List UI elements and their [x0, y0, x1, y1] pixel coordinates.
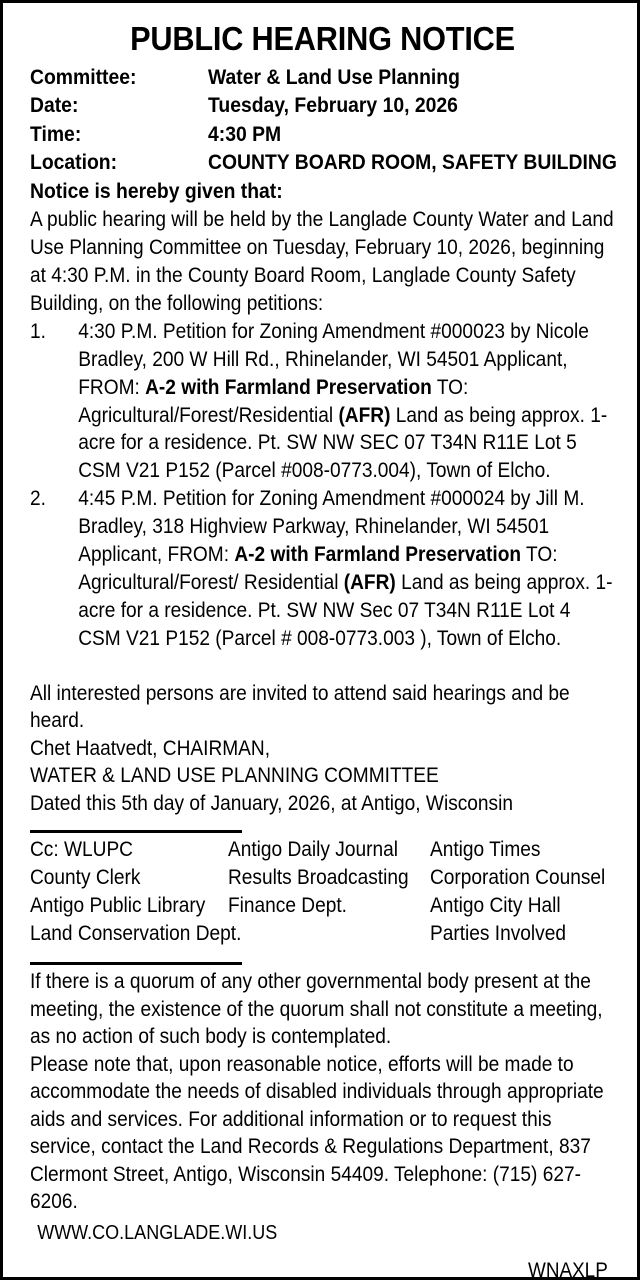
meta-value-time: 4:30 PM	[208, 121, 282, 146]
committee-line: WATER & LAND USE PLANNING COMMITTEE	[30, 764, 439, 788]
petition-text-mid: TO: Agricultural/Forest/Residential	[78, 375, 469, 427]
petition-text-mid: TO: Agricultural/Forest/ Residential	[78, 543, 558, 595]
meta-details	[30, 63, 615, 176]
distribution-cell: County Clerk	[30, 866, 141, 890]
petition-from-zone: A-2 with Farmland Preservation	[234, 543, 522, 567]
wnaxlp-code: WNAXLP	[527, 1259, 608, 1280]
petition-list	[30, 318, 615, 653]
petition-text-post: Land as being approx. 1-acre for a residence. Pt. SW NW Sec 07 T34N R11E Lot 4 CSM V21 P152 (Parcel # 008-0773.003 ), Town of Elcho.	[78, 571, 613, 650]
intro-paragraph: A public hearing will be held by the Langlade County Water and Land Use Planning Committee on Tuesday, February 10, 2026, beginning at 4:30 P.M. in the County Board Room, Langlade County Safety Building, on the following petitions:	[30, 208, 614, 315]
meta-row-date	[30, 91, 615, 119]
petition-to-zone: (AFR)	[343, 571, 396, 595]
meta-row-location	[30, 148, 615, 176]
distribution-row	[30, 892, 615, 920]
distribution-row	[30, 920, 615, 948]
meta-row-committee	[30, 63, 615, 91]
dated-line: Dated this 5th day of January, 2026, at Antigo, Wisconsin	[30, 791, 513, 815]
petition-number: 1.	[30, 319, 46, 343]
page-title: PUBLIC HEARING NOTICE	[130, 20, 515, 57]
petition-text-pre: 4:30 P.M. Petition for Zoning Amendment #000023 by Nicole Bradley, 200 W Hill Rd., Rhinelander, WI 54501 Applicant, FROM:	[78, 319, 589, 399]
distribution-cell: Antigo Times	[430, 838, 541, 862]
invitation-paragraph: All interested persons are invited to attend said hearings and be heard.	[30, 681, 570, 733]
petition-to-zone: (AFR)	[338, 403, 391, 427]
distribution-cell: Antigo City Hall	[430, 894, 561, 918]
meta-value-date: Tuesday, February 10, 2026	[208, 93, 458, 118]
chairman-line: Chet Haatvedt, CHAIRMAN,	[30, 736, 271, 760]
divider-rule-top	[30, 830, 242, 833]
distribution-cell: Cc: WLUPC	[30, 838, 134, 862]
petition-item	[30, 318, 615, 486]
meta-row-time	[30, 120, 615, 148]
meta-label-date: Date:	[30, 93, 79, 118]
distribution-row	[30, 836, 615, 864]
petition-number: 2.	[30, 487, 46, 511]
distribution-list	[30, 836, 615, 948]
distribution-cell	[228, 920, 412, 948]
petition-body	[78, 318, 615, 486]
meta-label-time: Time:	[30, 121, 82, 146]
meta-label-committee: Committee:	[30, 65, 137, 90]
petition-text-pre: 4:45 P.M. Petition for Zoning Amendment #000024 by Jill M. Bradley, 318 Highview Parkway, Rhinelander, WI 54501 Applicant, FROM:	[78, 487, 585, 567]
meta-value-committee: Water & Land Use Planning	[208, 65, 460, 90]
distribution-cell: Corporation Counsel	[430, 866, 606, 890]
distribution-row	[30, 864, 615, 892]
county-website-url[interactable]: WWW.CO.LANGLADE.WI.US	[37, 1221, 278, 1244]
section-spacer	[30, 653, 615, 680]
distribution-cell: Antigo Public Library	[30, 894, 206, 918]
meta-value-location: COUNTY BOARD ROOM, SAFETY BUILDING	[208, 149, 617, 174]
petition-item	[30, 485, 615, 653]
distribution-cell: Land Conservation Dept.	[30, 922, 242, 946]
petition-from-zone: A-2 with Farmland Preservation	[145, 375, 432, 399]
distribution-cell: Antigo Daily Journal	[228, 838, 398, 862]
distribution-cell: Parties Involved	[430, 922, 566, 946]
meta-label-location: Location:	[30, 149, 118, 174]
quorum-paragraph: If there is a quorum of any other governmental body present at the meeting, the existence of the quorum shall not constitute a meeting, as no action of such body is contemplated.	[30, 970, 603, 1049]
petition-body	[78, 485, 615, 653]
distribution-cell: Results Broadcasting	[228, 866, 409, 890]
petition-text-post: Land as being approx. 1-acre for a residence. Pt. SW NW SEC 07 T34N R11E Lot 5 CSM V21 P152 (Parcel #008-0773.004), Town of Elcho.	[78, 403, 608, 483]
notice-lead: Notice is hereby given that:	[30, 178, 283, 203]
ada-paragraph: Please note that, upon reasonable notice, efforts will be made to accommodate the needs of disabled individuals through appropriate aids and services. For additional information or to request this service, contact the Land Records & Regulations Department, 837 Clermont Street, Antigo, Wisconsin 54409. Telephone: (715) 627-6206.	[30, 1052, 604, 1214]
distribution-cell: Finance Dept.	[228, 894, 347, 918]
divider-rule-bottom	[30, 962, 242, 965]
